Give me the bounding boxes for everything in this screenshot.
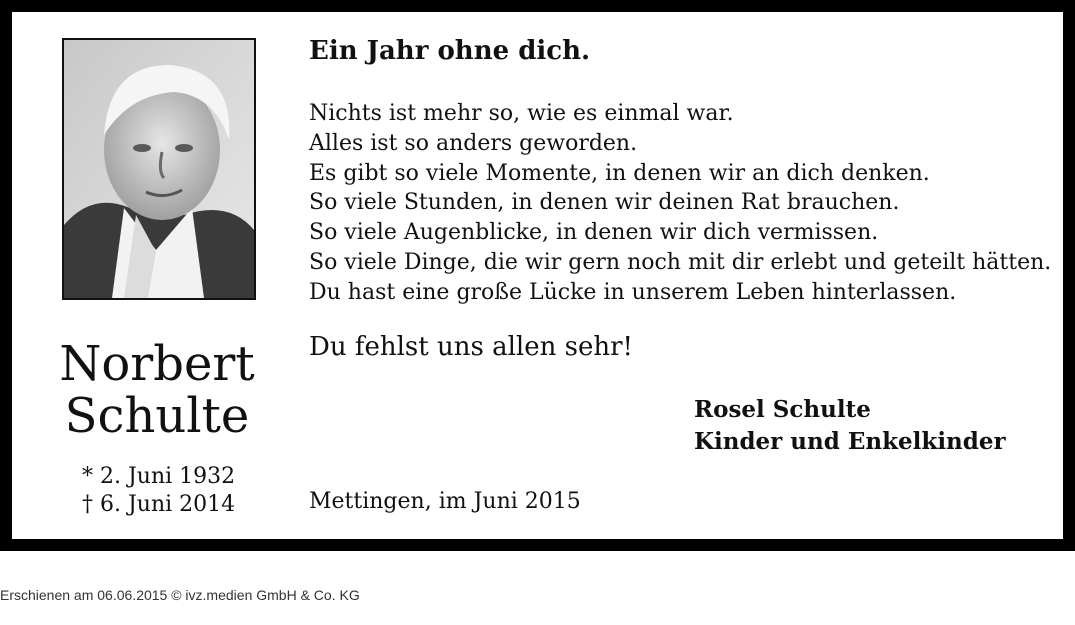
- poem-line: Alles ist so anders geworden.: [309, 130, 638, 156]
- poem-line: Nichts ist mehr so, wie es einmal war.: [309, 101, 734, 126]
- death-date: † 6. Juni 2014: [82, 492, 236, 517]
- notice-body: [12, 12, 1063, 539]
- signature: [694, 394, 1006, 458]
- poem-line: Es gibt so viele Momente, in denen wir an dich denken.: [309, 160, 930, 186]
- deceased-last-name: Schulte: [64, 388, 250, 444]
- poem-line: So viele Stunden, in denen wir deinen Rat brauchen.: [309, 190, 900, 216]
- place-date: Mettingen, im Juni 2015: [309, 489, 581, 514]
- deceased-name: [52, 338, 262, 442]
- poem: [309, 99, 1051, 308]
- portrait-image: [64, 40, 254, 298]
- poem-line: Du hast eine große Lücke in unserem Leben hinterlassen.: [309, 279, 957, 305]
- life-dates: [82, 463, 242, 519]
- poem-line: So viele Dinge, die wir gern noch mit dir erlebt und geteilt hätten.: [309, 249, 1052, 275]
- birth-date: * 2. Juni 1932: [82, 464, 236, 489]
- portrait-photo: [62, 38, 256, 300]
- deceased-first-name: Norbert: [59, 336, 255, 392]
- poem-line: So viele Augenblicke, in denen wir dich vermissen.: [309, 220, 879, 246]
- notice-heading: Ein Jahr ohne dich.: [309, 36, 591, 66]
- signature-line-2: Kinder und Enkelkinder: [694, 428, 1006, 455]
- publication-footer: Erschienen am 06.06.2015 © ivz.medien GmbH & Co. KG: [0, 587, 360, 603]
- signature-line-1: Rosel Schulte: [694, 396, 871, 423]
- closing-line: Du fehlst uns allen sehr!: [309, 332, 633, 362]
